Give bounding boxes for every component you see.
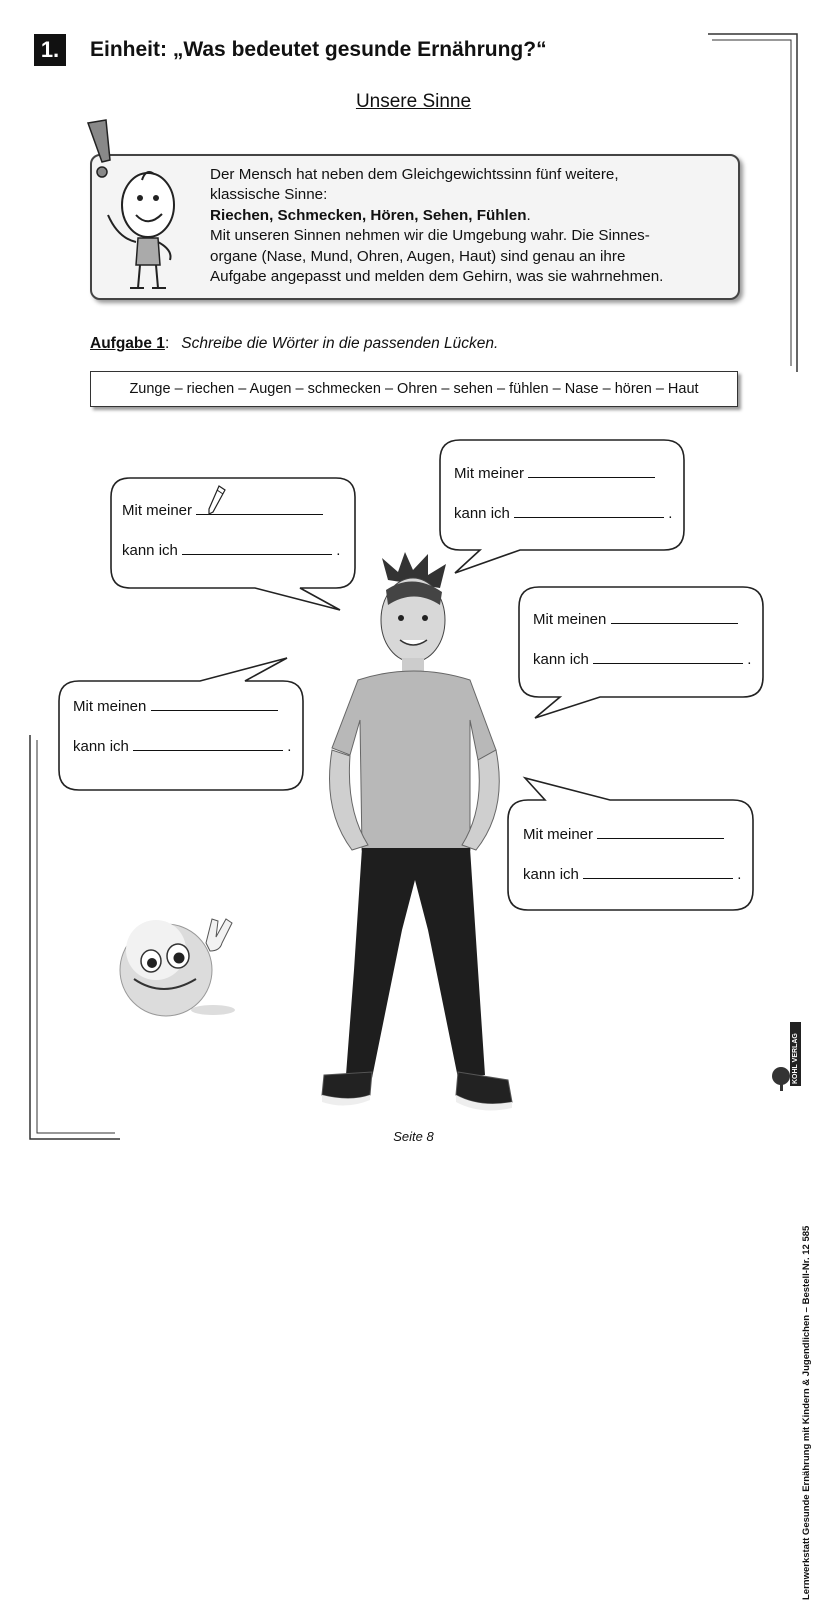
task-instruction: Schreibe die Wörter in die passenden Lücken.	[181, 335, 499, 352]
answer-blank[interactable]	[611, 609, 738, 624]
task-label: Aufgabe 1	[90, 335, 165, 352]
sidebar-text: Lernwerkstatt Gesunde Ernährung mit Kindern & Jugendlichen – Bestell-Nr. 12 585	[801, 1225, 812, 1600]
answer-blank[interactable]	[593, 649, 743, 664]
publisher-name: KOHL VERLAG	[792, 1033, 799, 1084]
page-number: Seite 8	[393, 1129, 434, 1144]
boy-illustration	[310, 550, 520, 1125]
senses-list: Riechen, Schmecken, Hören, Sehen, Fühlen	[210, 206, 527, 224]
word-box: Zunge – riechen – Augen – schmecken – Ohren – sehen – fühlen – Nase – hören – Haut	[90, 371, 738, 407]
unit-number: 1.	[34, 34, 66, 66]
pencil-icon	[205, 484, 227, 518]
bubble-3: Mit meinen kann ich .	[533, 611, 752, 668]
bubble-1: Mit meiner kann ich .	[122, 502, 341, 559]
bubble-4: Mit meinen kann ich .	[73, 698, 292, 755]
answer-blank[interactable]	[514, 503, 664, 518]
answer-blank[interactable]	[151, 696, 278, 711]
answer-blank[interactable]	[133, 736, 283, 751]
answer-blank[interactable]	[597, 824, 724, 839]
smiley-icon	[118, 915, 238, 1020]
bubble-5: Mit meiner kann ich .	[523, 826, 742, 883]
bubble-2: Mit meiner kann ich .	[454, 465, 673, 522]
answer-blank[interactable]	[583, 864, 733, 879]
info-text: Der Mensch hat neben dem Gleichgewichtssinn fünf weitere, klassische Sinne: Riechen, Schmecken, Hören, Sehen, Fühlen. Mit unseren Sinnen nehmen wir die Umgebung wahr. Die Sinnes- organe (Nase, Mund, Ohren, Augen, Haut) sind genau an ihre Aufgabe angepasst und melden dem Gehirn, was sie wahrnehmen.	[210, 166, 664, 286]
unit-title: Einheit: „Was bedeutet gesunde Ernährung?“	[90, 38, 547, 61]
tree-icon	[770, 1066, 792, 1092]
publisher-logo	[770, 1022, 800, 1092]
page-subtitle: Unsere Sinne	[355, 91, 472, 112]
task-heading: Aufgabe 1: Schreibe die Wörter in die passenden Lücken.	[90, 335, 499, 352]
answer-blank[interactable]	[528, 463, 655, 478]
